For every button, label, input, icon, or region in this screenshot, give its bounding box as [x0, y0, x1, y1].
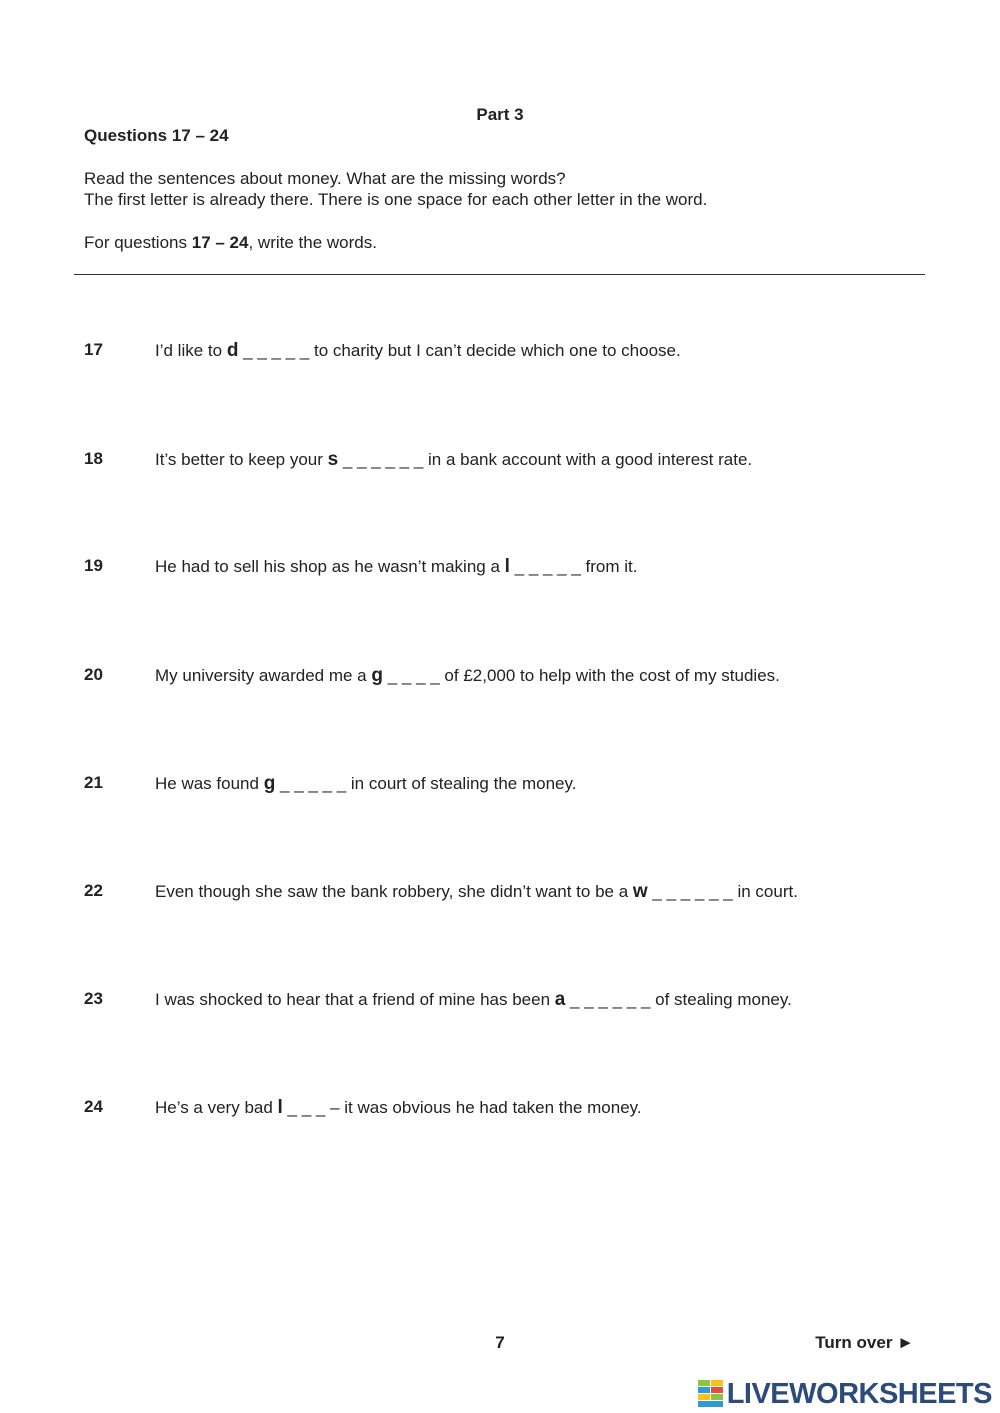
instruction-line-1: Read the sentences about money. What are the missing words? — [84, 169, 566, 188]
question-text — [155, 881, 798, 903]
question-answer-blanks[interactable]: _ _ _ _ _ _ in court. — [647, 882, 798, 901]
question-number: 17 — [84, 340, 103, 359]
question-first-letter: s — [327, 449, 339, 470]
question-number: 24 — [84, 1097, 103, 1116]
question-number: 22 — [84, 881, 103, 900]
question-text — [155, 556, 637, 578]
question-text-before: I’d like to — [155, 341, 227, 360]
question-answer-blanks[interactable]: _ _ _ _ of £2,000 to help with the cost of my studies. — [382, 666, 780, 685]
questions-range: Questions 17 – 24 — [84, 126, 229, 145]
question-text-before: I was shocked to hear that a friend of mine has been — [155, 990, 555, 1009]
question-number: 23 — [84, 989, 103, 1008]
question-first-letter: g — [263, 773, 276, 794]
question-text-before: He’s a very bad — [155, 1098, 278, 1117]
question-text — [155, 340, 681, 362]
question-first-letter: w — [632, 881, 648, 902]
question-first-letter: a — [554, 989, 566, 1010]
question-number: 18 — [84, 449, 103, 468]
question-text-before: My university awarded me a — [155, 666, 372, 685]
instruction-line-3 — [84, 233, 377, 253]
question-text — [155, 665, 780, 687]
question-answer-blanks[interactable]: _ _ _ _ _ from it. — [509, 557, 638, 576]
part-title: Part 3 — [476, 105, 524, 124]
liveworksheets-logo-text: LIVEWORKSHEETS — [726, 1377, 992, 1410]
question-answer-blanks[interactable]: _ _ _ – it was obvious he had taken the money. — [282, 1098, 642, 1117]
question-text-before: He had to sell his shop as he wasn’t making a — [155, 557, 505, 576]
question-text-before: He was found — [155, 774, 264, 793]
question-number: 20 — [84, 665, 103, 684]
turn-over-label: Turn over ► — [815, 1333, 914, 1352]
question-first-letter: l — [504, 556, 510, 577]
divider — [74, 274, 925, 275]
question-text-before: It’s better to keep your — [155, 450, 328, 469]
question-answer-blanks[interactable]: _ _ _ _ _ _ in a bank account with a good interest rate. — [338, 450, 753, 469]
instruction-line-3-pre: For questions — [84, 233, 192, 252]
instruction-line-2: The first letter is already there. There is one space for each other letter in the word. — [84, 190, 708, 209]
question-answer-blanks[interactable]: _ _ _ _ _ in court of stealing the money. — [275, 774, 577, 793]
question-text — [155, 449, 752, 471]
question-first-letter: g — [371, 665, 383, 686]
question-first-letter: l — [277, 1097, 283, 1118]
question-text-before: Even though she saw the bank robbery, she didn’t want to be a — [155, 882, 633, 901]
question-text — [155, 773, 576, 795]
liveworksheets-logo-icon — [698, 1380, 724, 1408]
page-number: 7 — [495, 1333, 505, 1352]
instruction-line-3-range: 17 – 24 — [191, 233, 249, 252]
instruction-line-3-post: , write the words. — [248, 233, 377, 252]
question-text — [155, 1097, 642, 1119]
question-number: 21 — [84, 773, 103, 792]
question-first-letter: d — [226, 340, 239, 361]
question-answer-blanks[interactable]: _ _ _ _ _ _ of stealing money. — [565, 990, 792, 1009]
liveworksheets-logo[interactable] — [698, 1377, 992, 1411]
question-text — [155, 989, 792, 1011]
question-number: 19 — [84, 556, 103, 575]
question-answer-blanks[interactable]: _ _ _ _ _ to charity but I can’t decide which one to choose. — [238, 341, 681, 360]
